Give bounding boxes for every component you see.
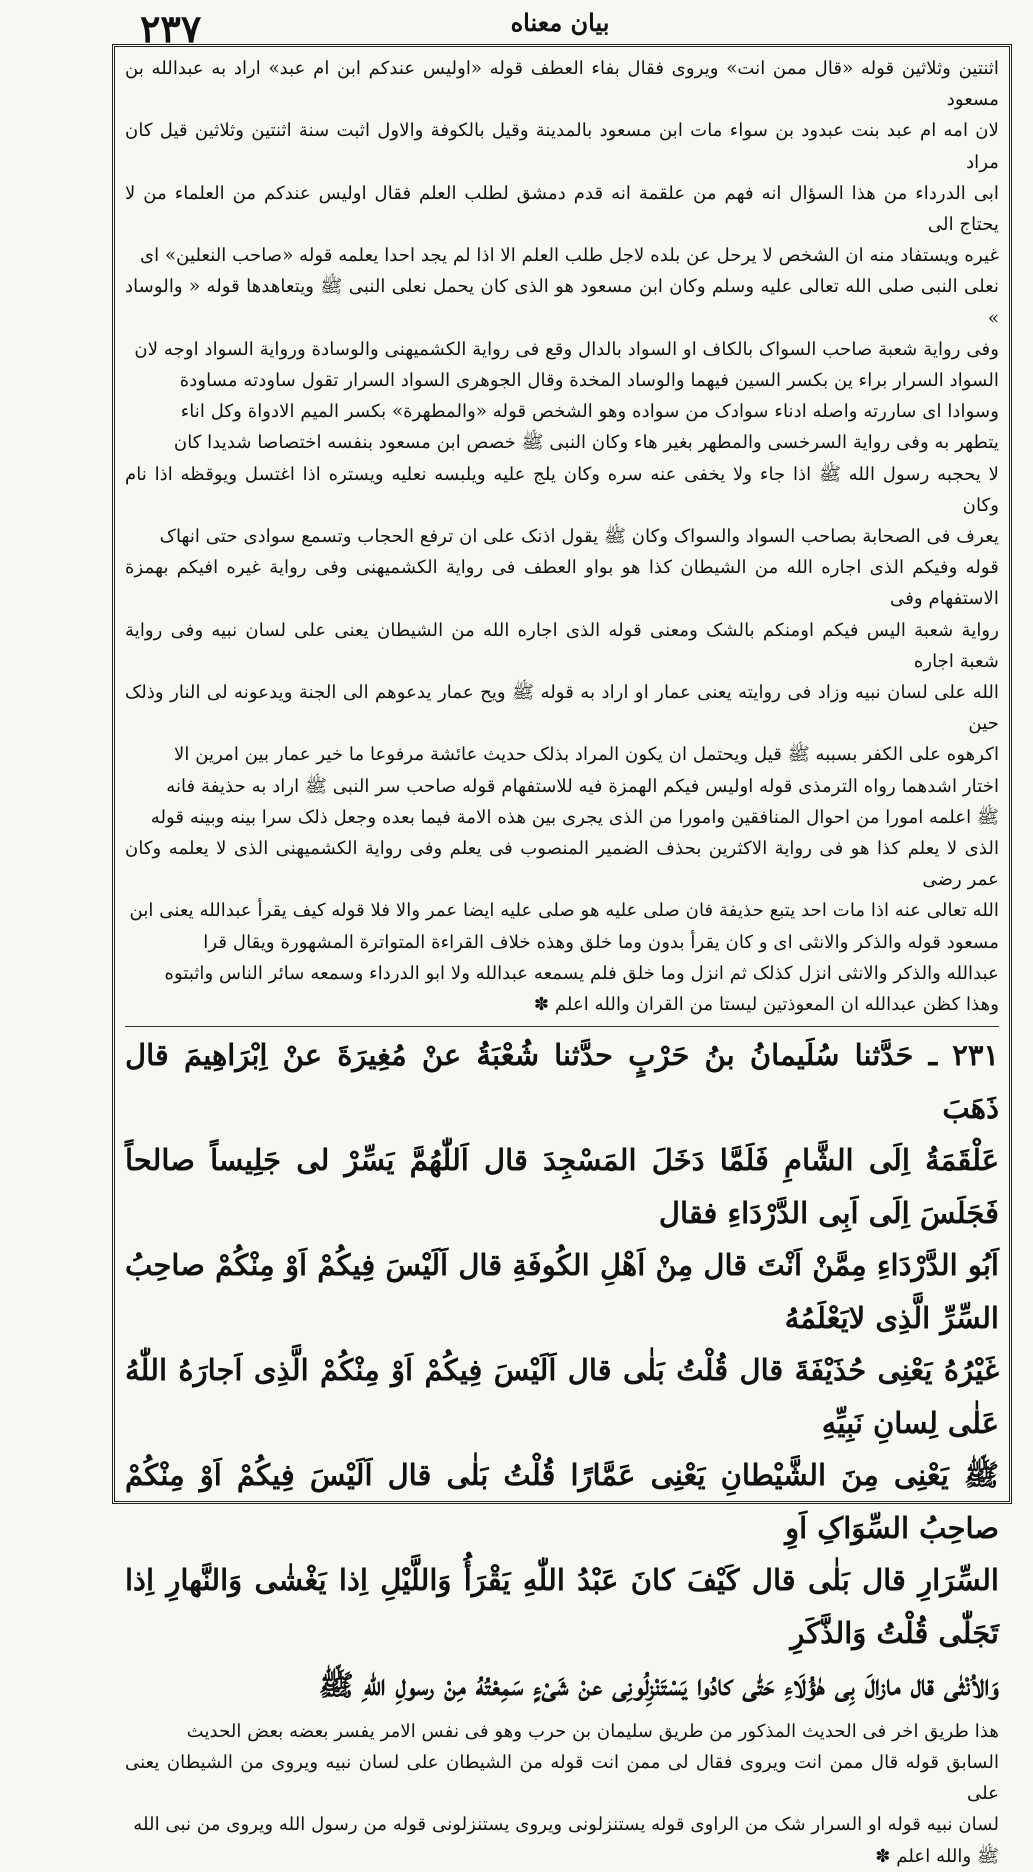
hadith-line: ﷺ یَعْنِی مِنَ الشَّیْطانِ یَعْنِی عَمَّارًا قُلْتُ بَلٰی قال اَلَیْسَ فِیکُمْ اَوْ مِنْکُمْ صاحِبُ السِّوَاکِ اَوِ: [125, 1458, 999, 1545]
commentary-line: اثنتین وثلاثین قوله «قال ممن انت» ویروی فقال بفاء العطف قوله «اولیس عندکم ابن ام عبد» اراد به عبدالله بن مسعود: [125, 58, 999, 111]
commentary-line: ﷺ اعلمه امورا من احوال المنافقین وامورا من الذی یجری بین هذه الامة فیما بعده وجعل ذلک سرا بینه وبینه قوله: [150, 806, 999, 828]
hadith-line: وَالاُنْثٰی قال مازالَ بِی هٰؤُلَاءِ حَتّٰی کادُوا یَسْتَنْزِلُونِی عنْ شَیْءٍ سَمِعْتُهُ مِنْ رسولِ اللّٰهِ ﷺ: [318, 1668, 999, 1703]
hadith-section: [125, 1026, 999, 1712]
page-frame: [112, 44, 1012, 1867]
note-line: لسان نبیه قوله او السرار شک من الراوی قوله یستنزلونی ویروی یستنزلونی قوله من رسول الله ویروی من نبی الله: [133, 1814, 999, 1836]
hadith-line: عَلْقَمَةُ اِلَی الشَّامِ فَلَمَّا دَخَلَ المَسْجِدَ قال اَللّٰهُمَّ یَسِّرْ لی جَلِیساً صالحاً فَجَلَسَ اِلَی اَبِی الدَّرْدَاءِ فقال: [125, 1143, 999, 1230]
commentary-line: اکرهوه علی الکفر بسببه ﷺ قیل ویحتمل ان یکون المراد بذلک حدیث عائشة مرفوعا ما خیر عمار بین امرین الا: [173, 744, 999, 766]
commentary-line: الذی لا یعلم کذا هو فی روایة الاکثرین بحذف الضمیر المنصوب فی یعلم وفی روایة الکشمیهنی الذی لا یعلمه وکان عمر رضی: [125, 838, 999, 891]
note-line: هذا طریق اخر فی الحدیث المذکور من طریق سلیمان بن حرب وهو فی نفس الامر یفسر بعضه بعض الحدیث: [186, 1720, 999, 1742]
commentary-line: وسوادا ای ساررته واصله ادناء سوادک من سواده وهو الشخص قوله «والمطهرة» بکسر المیم الادواة وکل اناء: [180, 401, 999, 423]
commentary-line: ابی الدرداء من هذا السؤال انه فهم من علقمة انه قدم دمشق لطلب العلم فقال اولیس عندکم من العلماء من لا یحتاج الی: [125, 182, 999, 236]
commentary-line: یعرف فی الصحابة بصاحب السواد والسواک وکان ﷺ یقول اذنک علی ان ترفع الحجاب وتسمع سوادی حتی انهاک: [159, 526, 999, 548]
hadith-text: [125, 1029, 999, 1712]
commentary-line: الله تعالی عنه اذا مات احد یتبع حذیفة فان صلی علیه هو صلی علیه ایضا عمر والا فلا قوله کیف یقرأ عبدالله یعنی ابن: [129, 900, 999, 922]
note-section: [125, 1716, 999, 1872]
commentary-line: مسعود قوله والذکر والانثی ای و کان یقرأ بدون وما خلق وهذه خلاف القراءة المتواترة المشهورة ویقال قرا: [203, 931, 999, 953]
page-number: ۲۳۷: [140, 6, 202, 51]
note-line: السابق قوله قال ممن انت ویروی فقال لی ممن انت قوله من الشیطان علی لسان نبیه ویروی من الشیطان یعنی علی: [125, 1752, 999, 1805]
commentary-line: السواد السرار براء ین بکسر السین فیهما والوساد المخدة وقال الجوهری السواد السرار تقول ساودته مساودة: [179, 370, 999, 392]
commentary-line: اختار اشدهما رواه الترمذی قوله اولیس فیکم الهمزة فیه للاستفهام قوله صاحب سر النبی ﷺ اراد به حذیفة فانه: [166, 775, 999, 797]
hadith-line: السِّرَارِ قال بَلٰی قال کَیْفَ کانَ عَبْدُ اللّٰهِ یَقْرَأُ وَاللَّیْلِ اِذا یَغْشٰی وَالنَّهارِ اِذا تَجَلّٰی قُلْتُ وَالذَّکَرِ: [125, 1563, 999, 1650]
page-header: [80, 0, 980, 51]
commentary-line: لان امه ام عبد بنت عبدود بن سواء مات ابن مسعود بالمدینة وقیل بالکوفة والاول اثبت سنة اثنتین وثلاثین قیل کان مراد: [125, 120, 999, 173]
hadith-line: اَبُو الدَّرْدَاءِ مِمَّنْ اَنْتَ قال مِنْ اَهْلِ الکُوفَةِ قال اَلَیْسَ فِیکُمْ اَوْ مِنْکُمْ صاحِبُ السِّرِّ الَّذِی لایَعْلَمُهُ: [125, 1248, 999, 1335]
commentary-line: وهذا کظن عبدالله ان المعوذتین لیستا من القران والله اعلم ✽: [533, 994, 999, 1016]
note-line: ﷺ والله اعلم ✽: [875, 1845, 999, 1867]
commentary-line: عبدالله والذکر والانثی انزل کذلک ثم انزل وما خلق فلم یسمعه عبدالله ولا ابو الدرداء وسمعه سائر الناس واثبتوه: [164, 962, 999, 984]
commentary-line: روایة شعبة الیس فیکم اومنکم بالشک ومعنی قوله الذی اجاره الله من الشیطان یعنی علی لسان نبیه وفی روایة شعبة اجاره: [125, 619, 999, 672]
commentary-line: نعلی النبی صلی الله تعالی علیه وسلم وکان ابن مسعود هو الذی کان یحمل نعلی النبی ﷺ ویتعاهدها قوله « والوساد »: [125, 276, 999, 329]
hadith-line: غَیْرُهُ یَعْنِی حُذَیْفَةَ قال قُلْتُ بَلٰی قال اَلَیْسَ فِیکُمْ اَوْ مِنْکُمْ الَّذِی اَجارَهُ اللّٰهُ عَلٰی لِسانِ نَبِیِّهِ: [125, 1353, 999, 1440]
commentary-line: الله علی لسان نبیه وزاد فی روایته یعنی عمار او اراد به قوله ﷺ ویح عمار یدعوهم الی الجنة ویدعونه لی النار وذلک حین: [125, 682, 999, 735]
commentary-line: غیره ویستفاد منه ان الشخص لا یرحل عن بلده لاجل طلب العلم الا اذا لم یجد احدا یعلمه قوله «صاحب النعلین» ای: [139, 245, 999, 267]
running-title: بیان معناه: [510, 8, 610, 37]
commentary-section: [125, 53, 999, 1020]
hadith-line: ۲۳۱ ـ حَدَّثنا سُلَیمانُ بنُ حَرْبٍ حدَّثنا شُعْبَةُ عنْ مُغِیرَةَ عنْ اِبْرَاهِیمَ قال ذَهَبَ: [125, 1038, 999, 1125]
commentary-line: قوله وفیکم الذی اجاره الله من الشیطان کذا هو بواو العطف فی روایة الکشمیهنی وفی روایة غیره افیکم بهمزة الاستفهام وفی: [125, 557, 999, 610]
commentary-line: لا یحجبه رسول الله ﷺ اذا جاء ولا یخفی عنه سره وکان یلج علیه ویلبسه نعلیه ویستره اذا اغتسل ویوقظه اذا نام وکان: [125, 463, 999, 516]
commentary-line: وفی روایة شعبة صاحب السواک بالکاف او السواد بالدال وقع فی روایة الکشمیهنی والوسادة وروایة السواد اوجه لان: [134, 338, 999, 360]
commentary-line: یتطهر به وفی روایة السرخسی والمطهر بغیر هاء وکان النبی ﷺ خصص ابن مسعود بنفسه اختصاصا شدیدا کان: [173, 432, 999, 454]
